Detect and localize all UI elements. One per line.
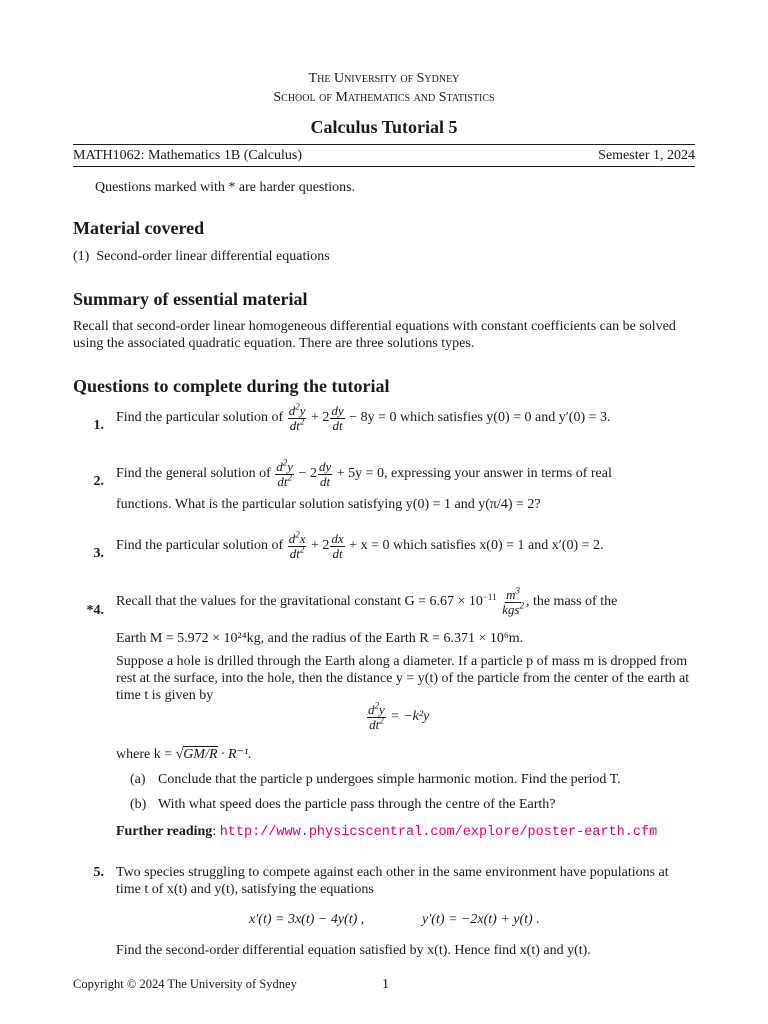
q4-number: *4. [86, 603, 104, 618]
q2-text: Find the general solution of $\frac{d^2y}{dt^2}$ − 2 $\frac{dy}{dt}$ + 5y = 0, expressing your answer in terms of real [116, 457, 612, 489]
q3-lead: Find the particular solution of [116, 538, 284, 554]
q2-line2: functions. What is the particular solution satisfying y(0) = 1 and y(π/4) = 2? [116, 497, 541, 512]
q4-equation [366, 700, 430, 732]
q5-text: Two species struggling to compete against each other in the same environment have populations at time t of x(t) and y(t), satisfying the equations [116, 865, 669, 897]
copyright: Copyright © 2024 The University of Sydney [73, 977, 297, 991]
harder-note: Questions marked with * are harder questions. [95, 180, 356, 195]
q5-number: 5. [93, 865, 104, 880]
q4-lead: Recall that the values for the gravitational constant G = 6.67 × 10 [116, 594, 483, 610]
semester: Semester 1, 2024 [598, 148, 695, 163]
school-name: School of Mathematics and Statistics [273, 90, 495, 105]
course-code: MATH1062: Mathematics 1B (Calculus) [73, 148, 303, 163]
q2-d2y-fraction: $\frac{d^2y}{dt^2}$ [276, 457, 294, 489]
q4-paragraph: Suppose a hole is drilled through the Earth along a diameter. If a particle p of mass m is dropped from rest at the surface, into the hole, then the distance y = y(t) of the particle from the center of the earth at time t is given by [116, 654, 690, 703]
q2-lead: Find the general solution of [116, 466, 271, 482]
summary-text: Recall that second-order linear homogeneous differential equations with constant coefficients can be solved using the associated quadratic equation. There are three solutions types. [73, 319, 676, 351]
q4-where-tail: · R⁻¹. [221, 747, 252, 762]
university-name: The University of Sydney [308, 71, 460, 86]
q4b-text: With what speed does the particle pass through the centre of the Earth? [158, 797, 556, 812]
q5-eq2: y′(t) = −2x(t) + y(t) . [422, 912, 540, 927]
q4-tail: , the mass of the [525, 594, 618, 610]
material-item-text: Second-order linear differential equations [96, 249, 330, 264]
material-item-number: (1) [73, 249, 90, 264]
q3-tail: + x = 0 which satisfies x(0) = 1 and x′(0) = 2. [349, 538, 604, 554]
material-heading: Material covered [73, 218, 205, 238]
q4-where-sqrt: GM/R [183, 747, 218, 762]
q4-eq-rhs: = −k²y [390, 709, 430, 725]
page-title: Calculus Tutorial 5 [310, 117, 458, 137]
q2-dy-fraction: $\frac{dy}{dt}$ [318, 459, 332, 489]
q4-eq-fraction: $\frac{d^2y}{dt^2}$ [368, 700, 385, 732]
q5-last: Find the second-order differential equation satisfied by x(t). Hence find x(t) and y(t). [116, 943, 591, 958]
q1-tail: − 8y = 0 which satisfies y(0) = 0 and y′(0) = 3. [349, 410, 611, 426]
header-rule-bottom [73, 166, 695, 167]
header-rule-top [73, 144, 695, 145]
q4-where: where k = √GM/R · R⁻¹. [116, 747, 252, 762]
material-item [73, 248, 330, 266]
q4a-text: Conclude that the particle p undergoes simple harmonic motion. Find the period T. [158, 772, 621, 787]
q4-text: Recall that the values for the gravitational constant G = 6.67 × 10 −11 $\frac{m^3}{kgs^2}$ , the mass of the [116, 585, 618, 617]
q4-where-lead: where k = [116, 747, 173, 762]
q1-text: Find the particular solution of $\frac{d^2y}{dt^2}$ + 2 $\frac{dy}{dt}$ − 8y = 0 which satisfies y(0) = 0 and y′(0) = 3. [116, 401, 611, 433]
q1-d2y-fraction: $\frac{d^2y}{dt^2}$ [288, 401, 306, 433]
q5-eq1: x′(t) = 3x(t) − 4y(t) , [249, 912, 365, 927]
q4-units-fraction: $\frac{m^3}{kgs^2}$ [502, 585, 524, 617]
q3-dx-fraction: $\frac{dx}{dt}$ [331, 531, 344, 561]
q1-dy-fraction: $\frac{dy}{dt}$ [331, 403, 344, 433]
q4-further-label: Further reading [116, 824, 213, 839]
q3-text: Find the particular solution of $\frac{d^2x}{dt^2}$ + 2 $\frac{dx}{dt}$ + x = 0 which satisfies x(0) = 1 and x′(0) = 2. [116, 529, 604, 561]
q3-number: 3. [93, 546, 104, 561]
summary-heading: Summary of essential material [73, 289, 308, 309]
q3-d2x-fraction: $\frac{d^2x}{dt^2}$ [288, 529, 306, 561]
q4b-label: (b) [130, 797, 147, 812]
q4-further-link[interactable]: http://www.physicscentral.com/explore/poster-earth.cfm [219, 825, 658, 840]
q4a-label: (a) [130, 772, 146, 787]
q1-number: 1. [93, 418, 104, 433]
q1-lead: Find the particular solution of [116, 410, 284, 426]
questions-heading: Questions to complete during the tutorial [73, 376, 390, 396]
q4-further-reading: Further reading: http://www.physicscentral.com/explore/poster-earth.cfm [116, 824, 658, 840]
page-number: 1 [382, 977, 389, 992]
q4-line2: Earth M = 5.972 × 10²⁴kg, and the radius of the Earth R = 6.371 × 10⁶m. [116, 631, 524, 646]
q2-number: 2. [93, 474, 104, 489]
q2-tail: + 5y = 0, expressing your answer in terms of real [336, 466, 612, 482]
